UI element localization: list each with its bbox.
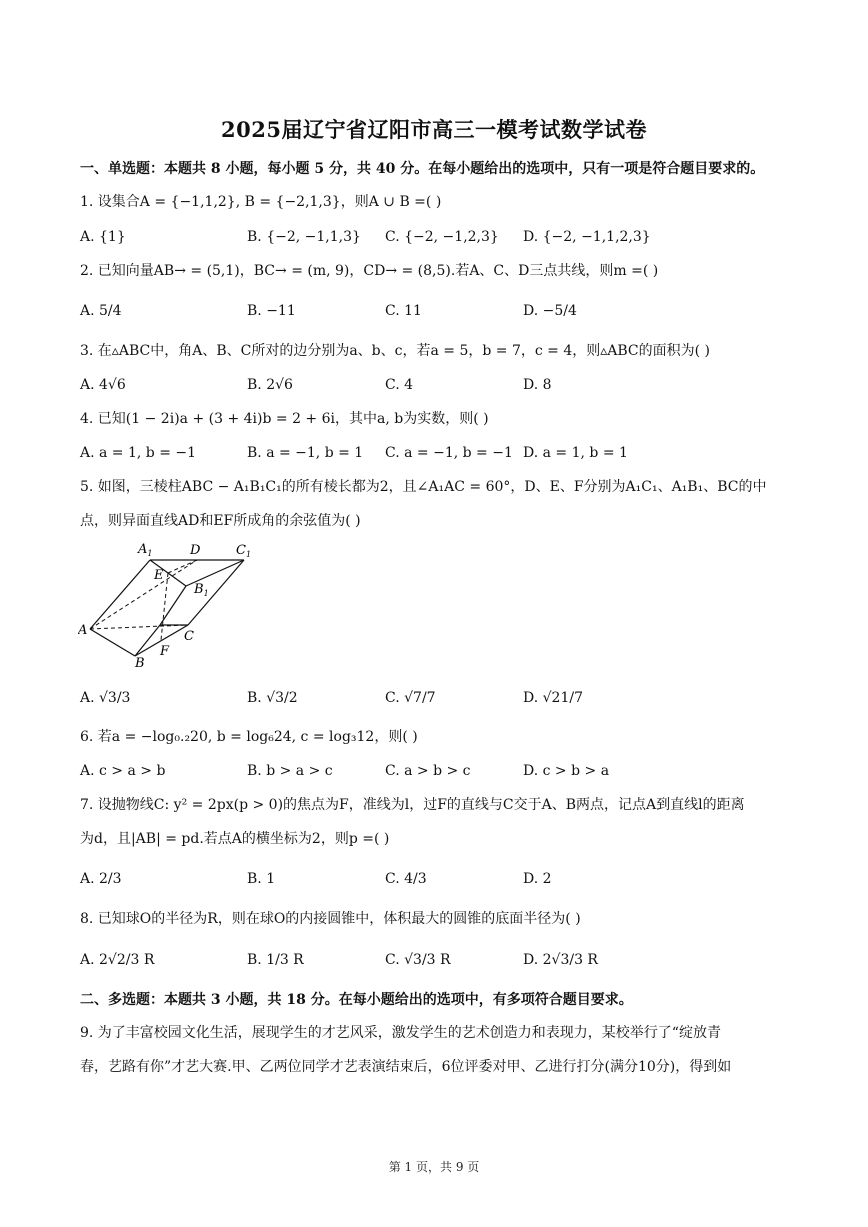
q8-option-b: B. 1/3 R xyxy=(247,952,304,968)
q4-option-c: C. a = −1, b = −1 xyxy=(385,445,513,461)
question-5-stem-line-1: 5. 如图，三棱柱ABC − A₁B₁C₁的所有棱长都为2，且∠A₁AC = 60°，D、E、F分别为A₁C₁、A₁B₁、BC的中 xyxy=(80,479,767,495)
q2-option-a: A. 5/4 xyxy=(80,303,122,319)
question-9-stem-line-1: 9. 为了丰富校园文化生活，展现学生的才艺风采，激发学生的艺术创造力和表现力，某校举行了“绽放青 xyxy=(80,1025,721,1041)
question-3-stem: 3. 在▵ABC中，角A、B、C所对的边分别为a、b、c，若a = 5，b = 7，c = 4，则▵ABC的面积为( ) xyxy=(80,343,710,359)
label-F: F xyxy=(160,644,170,659)
q5-option-c: C. √7/7 xyxy=(385,690,436,706)
q7-option-c: C. 4/3 xyxy=(385,871,427,887)
q2-option-d: D. −5/4 xyxy=(523,303,577,319)
question-6-stem: 6. 若a = −log₀.₂20, b = log₆24, c = log₃12，则( ) xyxy=(80,729,418,745)
q7-option-d: D. 2 xyxy=(523,871,552,887)
q3-option-b: B. 2√6 xyxy=(247,377,293,393)
question-4-stem: 4. 已知(1 − 2i)a + (3 + 4i)b = 2 + 6i，其中a, b为实数，则( ) xyxy=(80,411,489,427)
q6-option-a: A. c > a > b xyxy=(80,763,166,779)
label-C1: $C_1$ xyxy=(236,543,252,559)
q1-option-a: A. {1} xyxy=(80,229,126,245)
q8-option-c: C. √3/3 R xyxy=(385,952,451,968)
prism-figure xyxy=(78,540,268,670)
question-7-stem-line-2: 为d，且|AB| = pd.若点A的横坐标为2，则p =( ) xyxy=(80,831,390,847)
q6-option-b: B. b > a > c xyxy=(247,763,333,779)
q6-option-c: C. a > b > c xyxy=(385,763,471,779)
q8-option-d: D. 2√3/3 R xyxy=(523,952,598,968)
q5-option-d: D. √21/7 xyxy=(523,690,583,706)
q3-option-a: A. 4√6 xyxy=(80,377,126,393)
question-9-stem-line-2: 春，艺路有你”才艺大赛.甲、乙两位同学才艺表演结束后，6位评委对甲、乙进行打分(满分10分)，得到如 xyxy=(80,1059,732,1075)
exam-title: 2025届辽宁省辽阳市高三一模考试数学试卷 xyxy=(221,117,647,142)
q8-option-a: A. 2√2/3 R xyxy=(80,952,155,968)
question-1-stem: 1. 设集合A = {−1,1,2}, B = {−2,1,3}，则A ∪ B =( ) xyxy=(80,194,442,210)
question-2-stem: 2. 已知向量AB→ = (5,1)，BC→ = (m, 9)，CD→ = (8,5).若A、C、D三点共线，则m =( ) xyxy=(80,263,659,279)
q2-option-c: C. 11 xyxy=(385,303,422,319)
page-footer: 第 1 页，共 9 页 xyxy=(388,1160,480,1174)
label-A: A xyxy=(78,623,88,638)
q6-option-d: D. c > b > a xyxy=(523,763,610,779)
question-5-stem-line-2: 点，则异面直线AD和EF所成角的余弦值为( ) xyxy=(80,513,361,529)
section-multiple-choice-heading: 二、多选题：本题共 3 小题，共 18 分。在每小题给出的选项中，有多项符合题目要求。 xyxy=(80,992,633,1008)
q1-option-c: C. {−2, −1,2,3} xyxy=(385,229,499,245)
q5-option-a: A. √3/3 xyxy=(80,690,131,706)
question-7-stem-line-1: 7. 设抛物线C: y² = 2px(p > 0)的焦点为F，准线为l，过F的直线与C交于A、B两点，记点A到直线l的距离 xyxy=(80,797,745,813)
question-8-stem: 8. 已知球O的半径为R，则在球O的内接圆锥中，体积最大的圆锥的底面半径为( ) xyxy=(80,911,581,927)
q3-option-d: D. 8 xyxy=(523,377,552,393)
q1-option-b: B. {−2, −1,1,3} xyxy=(247,229,361,245)
label-D: D xyxy=(190,543,201,558)
q4-option-b: B. a = −1, b = 1 xyxy=(247,445,364,461)
q2-option-b: B. −11 xyxy=(247,303,296,319)
q4-option-d: D. a = 1, b = 1 xyxy=(523,445,628,461)
label-A1: $A_1$ xyxy=(138,542,153,558)
q5-option-b: B. √3/2 xyxy=(247,690,298,706)
section-single-choice-heading: 一、单选题：本题共 8 小题，每小题 5 分，共 40 分。在每小题给出的选项中，只有一项是符合题目要求的。 xyxy=(80,161,765,177)
q7-option-b: B. 1 xyxy=(247,871,276,887)
label-E: E xyxy=(154,568,164,583)
q4-option-a: A. a = 1, b = −1 xyxy=(80,445,197,461)
label-B: B xyxy=(135,656,145,670)
q1-option-d: D. {−2, −1,1,2,3} xyxy=(523,229,651,245)
q7-option-a: A. 2/3 xyxy=(80,871,122,887)
label-B1: $B_1$ xyxy=(194,582,209,598)
q3-option-c: C. 4 xyxy=(385,377,414,393)
label-C: C xyxy=(184,629,194,644)
